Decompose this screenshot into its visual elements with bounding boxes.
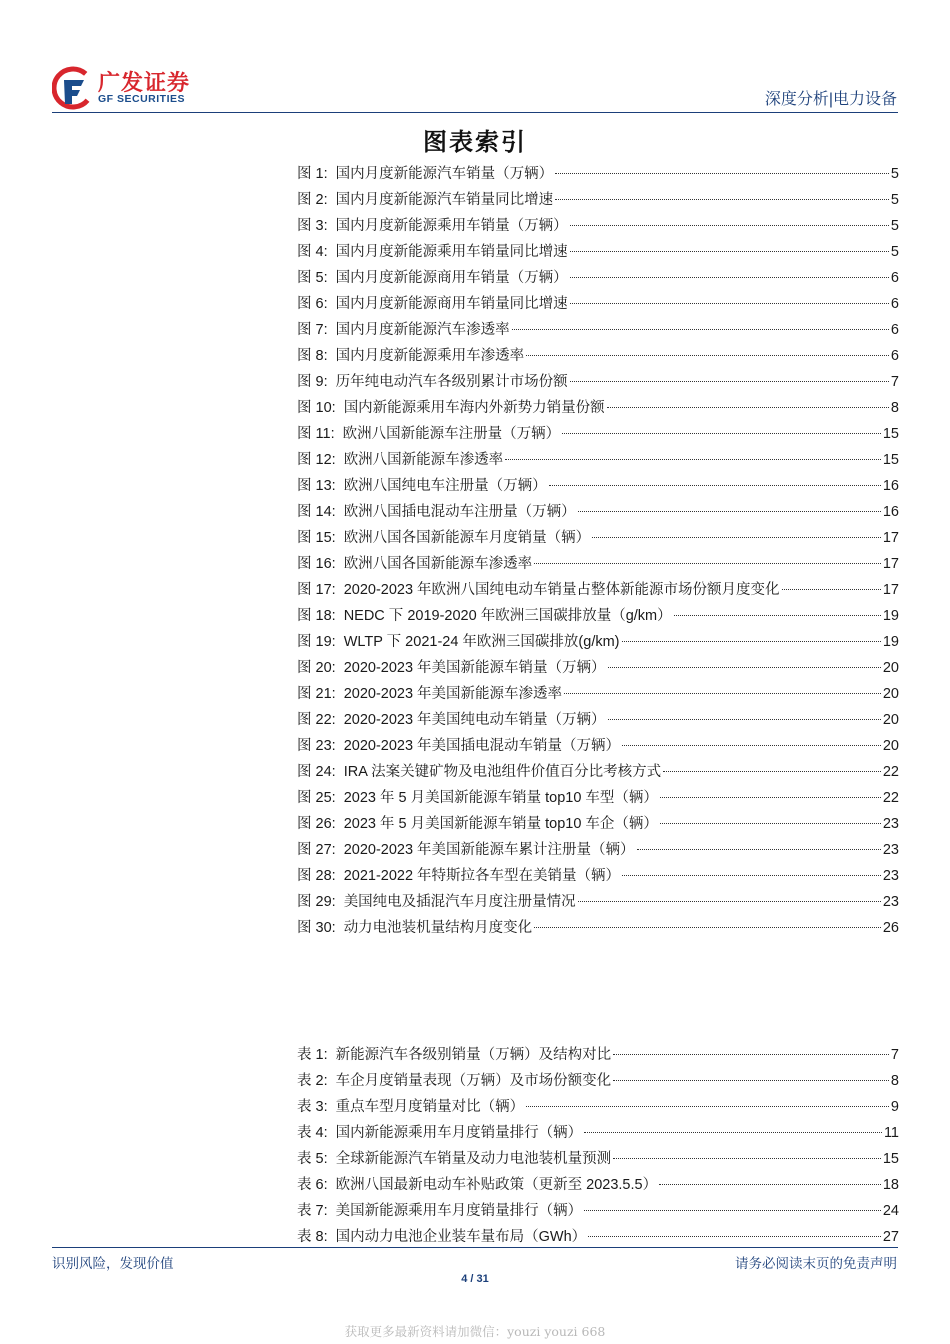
page-number: 4 / 31 [461, 1273, 489, 1285]
figure-index-entry[interactable] [297, 786, 899, 812]
entry-page-number: 11 [883, 1125, 899, 1141]
entry-page-number: 22 [882, 790, 899, 806]
entry-title: WLTP 下 2021-24 年欧洲三国碳排放(g/km) [343, 634, 620, 650]
table-index-entry[interactable] [297, 1121, 899, 1147]
entry-page-number: 22 [882, 764, 899, 780]
entry-page-number: 26 [882, 920, 899, 936]
dot-leader [570, 251, 889, 252]
figure-index-entry[interactable] [297, 292, 899, 318]
table-index [297, 1043, 899, 1251]
entry-number: 图 3: [297, 218, 328, 234]
dot-leader [555, 199, 889, 200]
footer-disclaimer: 请务必阅读末页的免责声明 [735, 1256, 897, 1271]
entry-title: 欧洲八国最新电动车补贴政策（更新至 2023.5.5） [335, 1177, 658, 1193]
logo-text-cn: 广发证券 [98, 70, 191, 95]
entry-number: 表 1: [297, 1047, 328, 1063]
dot-leader [660, 823, 881, 824]
entry-title: 2021-2022 年特斯拉各车型在美销量（辆） [343, 868, 621, 884]
entry-title: 2020-2023 年欧洲八国纯电动车销量占整体新能源市场份额月度变化 [343, 582, 780, 598]
figure-index-entry[interactable] [297, 448, 899, 474]
entry-page-number: 20 [882, 738, 899, 754]
entry-title: NEDC 下 2019-2020 年欧洲三国碳排放量（g/km） [343, 608, 672, 624]
figure-index-entry[interactable] [297, 370, 899, 396]
entry-page-number: 19 [882, 634, 899, 650]
dot-leader [555, 173, 889, 174]
report-section: 深度分析|电力设备 [764, 91, 897, 108]
entry-title: 重点车型月度销量对比（辆） [335, 1099, 525, 1115]
entry-page-number: 6 [890, 348, 899, 364]
dot-leader [549, 485, 881, 486]
figure-index-entry[interactable] [297, 552, 899, 578]
figure-index-entry[interactable] [297, 708, 899, 734]
entry-page-number: 24 [882, 1203, 899, 1219]
entry-number: 图 23: [297, 738, 336, 754]
dot-leader [622, 745, 881, 746]
entry-page-number: 20 [882, 660, 899, 676]
table-index-entry[interactable] [297, 1095, 899, 1121]
entry-page-number: 15 [882, 1151, 899, 1167]
entry-title: 欧洲八国新能源车渗透率 [343, 452, 504, 468]
entry-title: 欧洲八国各国新能源车渗透率 [343, 556, 533, 572]
entry-title: 2023 年 5 月美国新能源车销量 top10 车型（辆） [343, 790, 658, 806]
entry-page-number: 5 [890, 166, 899, 182]
entry-title: 动力电池装机量结构月度变化 [343, 920, 533, 936]
entry-page-number: 7 [890, 1047, 899, 1063]
entry-title: 美国新能源乘用车月度销量排行（辆） [335, 1203, 583, 1219]
dot-leader [608, 719, 881, 720]
figure-index-entry[interactable] [297, 162, 899, 188]
entry-number: 图 28: [297, 868, 336, 884]
entry-number: 表 4: [297, 1125, 328, 1141]
entry-number: 图 14: [297, 504, 336, 520]
entry-number: 图 20: [297, 660, 336, 676]
entry-page-number: 8 [890, 1073, 899, 1089]
entry-title: 2020-2023 年美国新能源车销量（万辆） [343, 660, 606, 676]
dot-leader [613, 1054, 889, 1055]
entry-number: 表 7: [297, 1203, 328, 1219]
entry-title: 全球新能源汽车销量及动力电池装机量预测 [335, 1151, 612, 1167]
dot-leader [562, 433, 881, 434]
figure-index-entry[interactable] [297, 734, 899, 760]
entry-number: 图 19: [297, 634, 336, 650]
entry-title: 国内月度新能源乘用车销量（万辆） [335, 218, 568, 234]
entry-number: 图 12: [297, 452, 336, 468]
entry-number: 表 6: [297, 1177, 328, 1193]
entry-number: 图 10: [297, 400, 336, 416]
entry-title: 欧洲八国新能源车注册量（万辆） [342, 426, 561, 442]
dot-leader [613, 1158, 881, 1159]
dot-leader [622, 641, 881, 642]
entry-number: 表 5: [297, 1151, 328, 1167]
dot-leader [526, 1106, 889, 1107]
entry-page-number: 17 [882, 556, 899, 572]
entry-title: 美国纯电及插混汽车月度注册量情况 [343, 894, 576, 910]
figure-index-entry[interactable] [297, 474, 899, 500]
entry-page-number: 8 [890, 400, 899, 416]
dot-leader [622, 875, 881, 876]
figure-index-entry[interactable] [297, 864, 899, 890]
table-index-entry[interactable] [297, 1069, 899, 1095]
dot-leader [660, 797, 881, 798]
dot-leader [663, 771, 881, 772]
entry-title: 2020-2023 年美国插电混动车销量（万辆） [343, 738, 621, 754]
figure-index-entry[interactable] [297, 604, 899, 630]
entry-number: 图 13: [297, 478, 336, 494]
figure-index-entry[interactable] [297, 396, 899, 422]
entry-number: 图 29: [297, 894, 336, 910]
entry-page-number: 5 [890, 192, 899, 208]
entry-number: 图 22: [297, 712, 336, 728]
entry-title: 国内新能源乘用车海内外新势力销量份额 [343, 400, 605, 416]
header-divider [52, 112, 898, 113]
figure-index-entry[interactable] [297, 526, 899, 552]
entry-number: 图 18: [297, 608, 336, 624]
entry-page-number: 17 [882, 582, 899, 598]
figure-index-entry[interactable] [297, 344, 899, 370]
figure-index-entry[interactable] [297, 318, 899, 344]
entry-title: 国内月度新能源汽车渗透率 [335, 322, 510, 338]
entry-number: 图 11: [297, 426, 335, 442]
entry-number: 图 7: [297, 322, 328, 338]
entry-number: 图 17: [297, 582, 336, 598]
figure-index-entry[interactable] [297, 500, 899, 526]
entry-title: 2023 年 5 月美国新能源车销量 top10 车企（辆） [343, 816, 658, 832]
entry-number: 表 8: [297, 1229, 328, 1245]
entry-number: 图 26: [297, 816, 336, 832]
dot-leader [570, 225, 889, 226]
entry-number: 图 25: [297, 790, 336, 806]
entry-title: 欧洲八国各国新能源车月度销量（辆） [343, 530, 591, 546]
entry-number: 图 2: [297, 192, 328, 208]
entry-title: 2020-2023 年美国新能源车渗透率 [343, 686, 563, 702]
dot-leader [534, 563, 881, 564]
entry-title: 车企月度销量表现（万辆）及市场份额变化 [335, 1073, 612, 1089]
entry-page-number: 19 [882, 608, 899, 624]
figure-index-entry[interactable] [297, 760, 899, 786]
dot-leader [782, 589, 881, 590]
entry-title: 2020-2023 年美国新能源车累计注册量（辆） [343, 842, 635, 858]
entry-title: 国内月度新能源商用车销量（万辆） [335, 270, 568, 286]
entry-title: 欧洲八国插电混动车注册量（万辆） [343, 504, 576, 520]
entry-number: 图 21: [297, 686, 336, 702]
entry-title: 国内动力电池企业装车量布局（GWh） [335, 1229, 587, 1245]
dot-leader [674, 615, 881, 616]
dot-leader [592, 537, 881, 538]
figure-index-entry[interactable] [297, 630, 899, 656]
figure-index-entry[interactable] [297, 578, 899, 604]
entry-page-number: 9 [890, 1099, 899, 1115]
entry-page-number: 6 [890, 270, 899, 286]
entry-page-number: 16 [882, 504, 899, 520]
entry-title: 新能源汽车各级别销量（万辆）及结构对比 [335, 1047, 612, 1063]
dot-leader [637, 849, 881, 850]
entry-number: 图 16: [297, 556, 336, 572]
entry-page-number: 15 [882, 426, 899, 442]
entry-page-number: 6 [890, 296, 899, 312]
dot-leader [608, 667, 881, 668]
dot-leader [570, 303, 889, 304]
figure-index-entry[interactable] [297, 656, 899, 682]
entry-title: 欧洲八国纯电车注册量（万辆） [343, 478, 547, 494]
watermark-text: 获取更多最新资料请加微信：youzi youzi 668 [344, 1324, 606, 1339]
entry-page-number: 20 [882, 686, 899, 702]
entry-number: 图 1: [297, 166, 328, 182]
dot-leader [578, 511, 881, 512]
entry-page-number: 18 [882, 1177, 899, 1193]
entry-number: 表 3: [297, 1099, 328, 1115]
table-index-entry[interactable] [297, 1199, 899, 1225]
figure-index-entry[interactable] [297, 812, 899, 838]
entry-title: 国内月度新能源商用车销量同比增速 [335, 296, 568, 312]
page-title: 图表索引 [423, 128, 527, 156]
entry-page-number: 23 [882, 816, 899, 832]
entry-page-number: 6 [890, 322, 899, 338]
dot-leader [512, 329, 889, 330]
entry-number: 图 27: [297, 842, 336, 858]
table-index-entry[interactable] [297, 1147, 899, 1173]
entry-title: 国内月度新能源汽车销量（万辆） [335, 166, 554, 182]
dot-leader [588, 1236, 881, 1237]
entry-number: 图 9: [297, 374, 328, 390]
entry-title: IRA 法案关键矿物及电池组件价值百分比考核方式 [343, 764, 662, 780]
figure-index-entry[interactable] [297, 214, 899, 240]
dot-leader [570, 381, 889, 382]
figure-index-entry[interactable] [297, 890, 899, 916]
dot-leader [584, 1132, 882, 1133]
entry-number: 图 24: [297, 764, 336, 780]
entry-title: 国内月度新能源乘用车销量同比增速 [335, 244, 568, 260]
dot-leader [613, 1080, 889, 1081]
entry-number: 图 4: [297, 244, 328, 260]
table-index-entry[interactable] [297, 1043, 899, 1069]
entry-page-number: 17 [882, 530, 899, 546]
dot-leader [505, 459, 881, 460]
entry-number: 图 30: [297, 920, 336, 936]
entry-page-number: 5 [890, 244, 899, 260]
entry-number: 表 2: [297, 1073, 328, 1089]
dot-leader [607, 407, 889, 408]
table-index-entry[interactable] [297, 1173, 899, 1199]
entry-number: 图 15: [297, 530, 336, 546]
entry-page-number: 23 [882, 868, 899, 884]
entry-page-number: 5 [890, 218, 899, 234]
figure-index-entry[interactable] [297, 682, 899, 708]
entry-page-number: 15 [882, 452, 899, 468]
entry-page-number: 20 [882, 712, 899, 728]
entry-page-number: 16 [882, 478, 899, 494]
entry-page-number: 23 [882, 842, 899, 858]
entry-title: 国内月度新能源汽车销量同比增速 [335, 192, 554, 208]
dot-leader [578, 901, 881, 902]
dot-leader [564, 693, 881, 694]
figure-index-entry[interactable] [297, 422, 899, 448]
entry-page-number: 23 [882, 894, 899, 910]
dot-leader [570, 277, 889, 278]
figure-index-entry[interactable] [297, 838, 899, 864]
footer-slogan: 识别风险，发现价值 [52, 1256, 174, 1271]
footer-divider [52, 1247, 898, 1248]
dot-leader [659, 1184, 881, 1185]
entry-number: 图 5: [297, 270, 328, 286]
dot-leader [534, 927, 881, 928]
figure-index-entry[interactable] [297, 916, 899, 942]
entry-number: 图 8: [297, 348, 328, 364]
entry-title: 国内新能源乘用车月度销量排行（辆） [335, 1125, 583, 1141]
figure-index-entry[interactable] [297, 266, 899, 292]
entry-title: 历年纯电动汽车各级别累计市场份额 [335, 374, 568, 390]
logo-text-en: GF SECURITIES [98, 93, 186, 105]
entry-title: 国内月度新能源乘用车渗透率 [335, 348, 525, 364]
dot-leader [526, 355, 889, 356]
entry-page-number: 7 [890, 374, 899, 390]
entry-number: 图 6: [297, 296, 328, 312]
entry-title: 2020-2023 年美国纯电动车销量（万辆） [343, 712, 606, 728]
entry-page-number: 27 [882, 1229, 899, 1245]
figure-index [297, 162, 899, 942]
figure-index-entry[interactable] [297, 188, 899, 214]
dot-leader [584, 1210, 881, 1211]
figure-index-entry[interactable] [297, 240, 899, 266]
